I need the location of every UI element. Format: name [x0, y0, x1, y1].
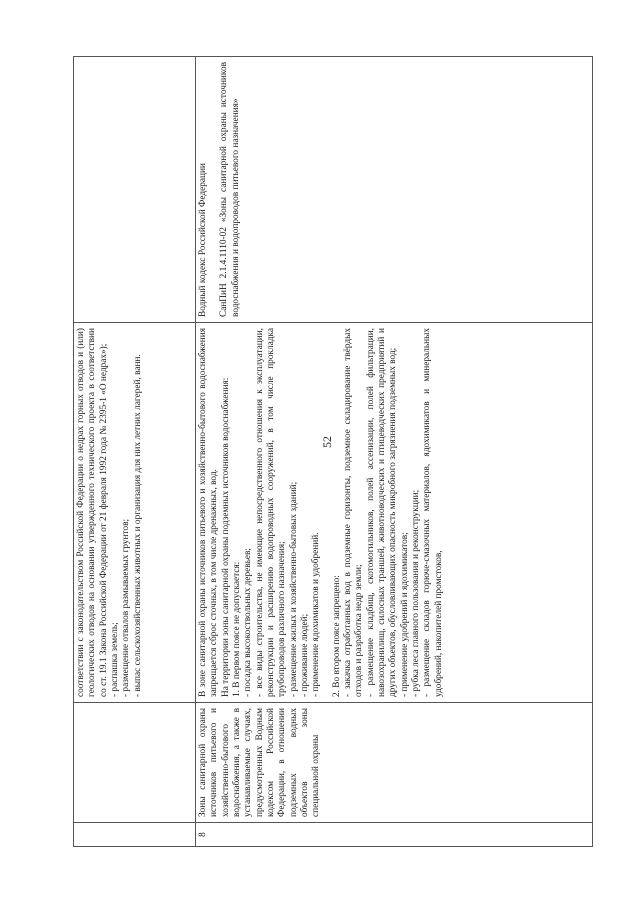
requirement-line: - применение удобрений и ядохимикатов; — [399, 532, 410, 697]
requirement-line: - размещение отвалов размываемых грунтов; — [121, 518, 132, 697]
requirement-line: - размещение жилых и хозяйственно-бытовых зданий; — [288, 481, 299, 697]
requirement-line: - распашка земель; — [109, 622, 120, 697]
requirement-line: - выпас сельскохозяйственных животных и организация для них летних лагерей, ванн. — [132, 354, 143, 697]
requirement-line: - посадка высокоствольных деревьев; — [243, 547, 254, 697]
sources-cell — [196, 57, 593, 323]
requirements-cell — [196, 323, 593, 703]
requirement-line: 1. В первом поясе не допускается: — [231, 561, 242, 697]
rotated-sheet — [73, 57, 593, 847]
paragraph-gap — [323, 328, 332, 697]
requirement-line: В зоне санитарной охраны источников питьевого и хозяйственно-бытового водоснабжения запрещается сброс сточных, в том числе дренажных, вод. — [198, 328, 220, 697]
requirement-line: - все виды строительства, не имеющие непосредственного отношения к эксплуатации, реконструкции и расширению водопроводных сооружений, в том числе прокладка трубопроводов различного назначения; — [254, 328, 288, 697]
row-number-cell — [74, 823, 196, 847]
sources-cell — [74, 57, 196, 323]
source-document: Водный кодекс Российской Федерации — [198, 163, 208, 317]
zone-name-cell — [74, 703, 196, 823]
source-document: СанПиН 2.1.4.1110-02 «Зоны санитарной охраны источников водоснабжения и водопроводов питьевого назначения» — [219, 62, 241, 317]
table-row-continued — [74, 57, 196, 847]
row-number-cell: 8 — [196, 823, 593, 847]
requirement-line: - проживание людей; — [299, 613, 310, 697]
requirement-line: - размещение складов горюче-смазочных материалов, ядохимикатов и минеральных удобрений, накопителей промстоков, — [422, 328, 444, 697]
requirement-line: - размещение кладбищ, скотомогильников, полей ассенизации, полей фильтрации, навозохранилищ, силосных траншей, животноводческих и птицеводческих предприятий и других объектов, обусловливающих опасность микробного загрязнения подземных вод; — [365, 328, 399, 697]
requirement-line: соответствии с законодательством Российской Федерации о недрах горных отводов и (или) геологических отводов на основании утвержденного технического проекта в соответствии со ст. 19.1 Закона Российской Федерации от 21 февраля 1992 года № 2395-1 «О недрах»); — [76, 328, 109, 697]
requirement-line: - рубка леса главного пользования и реконструкции; — [410, 489, 421, 697]
requirement-line: На территории зоны санитарной охраны подземных источников водоснабжения: — [220, 377, 231, 697]
requirements-cell — [74, 323, 196, 703]
requirement-line: - закачка отработанных вод в подземные горизонты, подземное складирование твёрдых отходов и разработка недр земли; — [342, 328, 365, 697]
requirement-line: 2. Во втором поясе запрещено: — [331, 575, 342, 697]
requirement-line: - применение ядохимикатов и удобрений. — [311, 532, 322, 697]
zone-name-cell — [196, 703, 593, 823]
page-number: 52 — [320, 436, 334, 448]
zones-table — [73, 56, 593, 847]
table-row-8 — [196, 57, 593, 847]
zone-name: Зоны санитарной охраны источников питьевого и хозяйственно-бытового водоснабжения, а также в устанавливаемые случаях, предусмотренных Водным кодексом Российской Федерации, в отношении подземных водных объектов зоны специальной охраны — [198, 708, 322, 817]
